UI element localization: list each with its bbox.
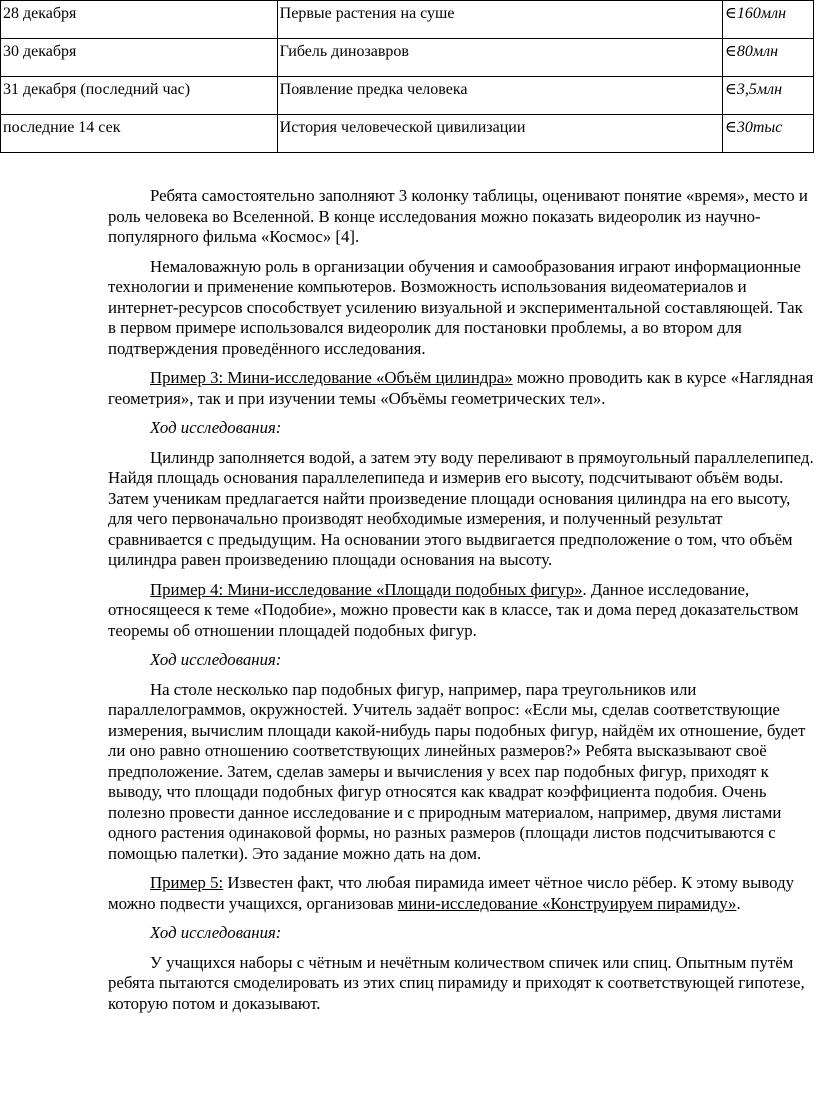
paragraph-text: .: [736, 893, 741, 913]
paragraph-text: можно проводить как в курсе «Наглядная геометрия», так и при изучении темы «Объёмы геометрических тел».: [108, 368, 814, 408]
paragraph: Ребята самостоятельно заполняют 3 колонку таблицы, оценивают понятие «время», место и роль человека во Вселенной. В конце исследования можно показать видеоролик из научно-популярного фильма «Космос» [4].: [108, 186, 808, 246]
paragraph: Немаловажную роль в организации обучения и самообразования играют информационные технологии и применение компьютеров. Возможность использования видеоматериалов и интернет-ресурсов способствует усилению визуальной и экспериментальной составляющей. Так в первом примере использовался видеоролик для постановки проблемы, а во втором для подтверждения проведённого исследования.: [108, 256, 803, 358]
date-cell: последние 14 сек: [1, 115, 278, 153]
table-row: [1, 39, 814, 77]
document-body: [108, 186, 814, 1023]
paragraph: У учащихся наборы с чётным и нечётным количеством спичек или спиц. Опытным путём ребята пытаются смоделировать из этих спиц пирамиду и приходят к соответствующей гипотезе, которую потом и доказывают.: [108, 952, 805, 1013]
date-cell: 31 декабря (последний час): [1, 77, 278, 115]
event-cell: Гибель динозавров: [277, 39, 722, 77]
example-5-heading: Пример 5:: [150, 873, 224, 892]
paragraph: Цилиндр заполняется водой, а затем эту воду переливают в прямоугольный параллелепипед. Найдя площадь основания параллелепипеда и измерив его высоту, подсчитывают объём воды. Затем ученикам предлагается найти произведение площади основания цилиндра на его высоту, для чего первоначально производят необходимые измерения, и полученный результат сравнивается с предыдущим. На основании этого выдвигается предположение о том, что объём цилиндра равен произведению площади основания на высоту.: [108, 447, 814, 569]
element-of-symbol: ∈: [725, 43, 737, 60]
value-cell: [723, 39, 814, 77]
example-4-heading: Пример 4: Мини-исследование «Площади подобных фигур»: [150, 579, 583, 599]
research-course-heading: Ход исследования:: [150, 923, 282, 942]
example-3-heading: Пример 3: Мини-исследование «Объём цилиндра»: [150, 368, 513, 387]
event-cell: Появление предка человека: [277, 77, 722, 115]
paragraph-text: . Данное исследование, относящееся к теме «Подобие», можно провести как в классе, так и дома перед доказательством теоремы об отношении площадей подобных фигур.: [108, 579, 799, 640]
value-cell: [723, 77, 814, 115]
timeline-table: [0, 0, 814, 153]
paragraph: На столе несколько пар подобных фигур, например, пара треугольников или параллелограммов, окружностей. Учитель задаёт вопрос: «Если мы, сделав соответствующие измерения, вычислим площади какой-нибудь пары подобных фигур, найдём их отношение, будет ли оно равно отношению соответствующих линейных размеров?» Ребята высказывают своё предположение. Затем, сделав замеры и вычисления у всех пар подобных фигур, приходят к выводу, что площади подобных фигур относятся как квадрат коэффициента подобия. Очень полезно провести данное исследование и с природным материалом, например, двумя листами одного растения одинаковой формы, но разных размеров (площади листов подсчитываются с помощью палетки). Это задание можно дать на дом.: [108, 679, 806, 863]
paragraph: [108, 873, 814, 914]
paragraph: [108, 580, 814, 642]
value-text: 160млн: [736, 5, 786, 22]
research-course-heading: Ход исследования:: [150, 418, 282, 437]
value-text: 30тыс: [736, 119, 783, 136]
paragraph-text: Известен факт, что любая пирамида имеет чётное число рёбер. К этому выводу можно подвести учащихся, организовав: [108, 873, 794, 913]
table-row: [1, 115, 814, 153]
date-cell: 28 декабря: [1, 1, 278, 39]
date-cell: 30 декабря: [1, 39, 278, 77]
value-text: 80млн: [736, 43, 778, 60]
element-of-symbol: ∈: [725, 5, 737, 22]
mini-research-title: мини-исследование «Конструируем пирамиду»: [397, 893, 737, 913]
paragraph: [108, 368, 814, 409]
event-cell: Первые растения на суше: [277, 1, 722, 39]
research-course-heading: Ход исследования:: [150, 650, 282, 669]
element-of-symbol: ∈: [725, 81, 737, 98]
event-cell: История человеческой цивилизации: [277, 115, 722, 153]
value-cell: [723, 115, 814, 153]
table-row: [1, 77, 814, 115]
element-of-symbol: ∈: [725, 119, 737, 136]
value-text: 3,5млн: [736, 81, 782, 98]
value-cell: [723, 1, 814, 39]
table-row: [1, 1, 814, 39]
